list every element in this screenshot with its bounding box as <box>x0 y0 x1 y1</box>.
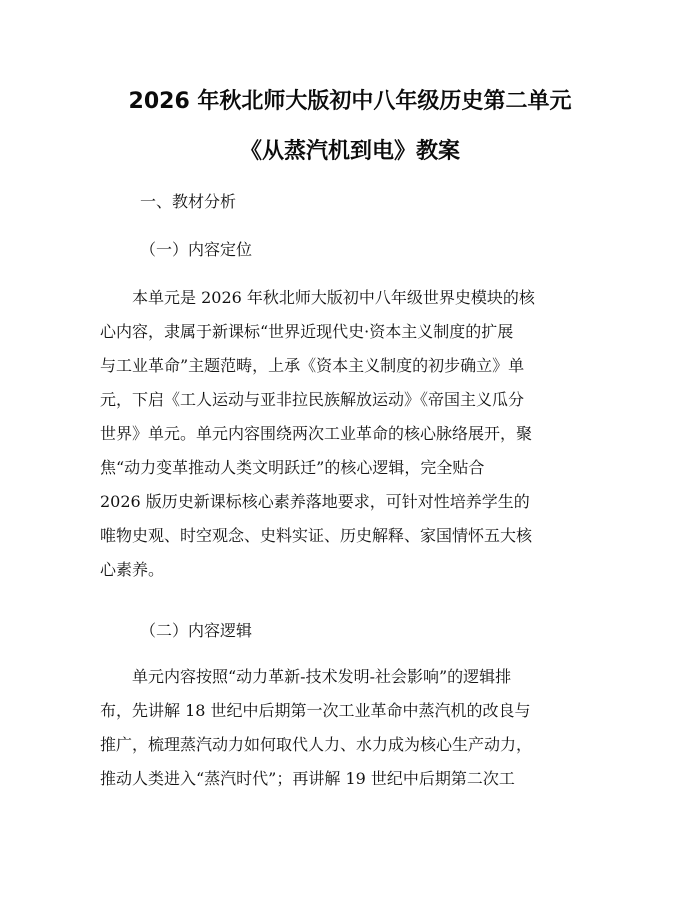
section-heading-textbook-analysis: 一、教材分析 <box>140 192 237 211</box>
paragraph-line: 本单元是 2026 年秋北师大版初中八年级世界史模块的核 <box>100 288 535 307</box>
paragraph-line: 单元内容按照“动力革新-技术发明-社会影响”的逻辑排 <box>100 667 512 686</box>
document-title-line-2: 《从蒸汽机到电》教案 <box>239 139 460 164</box>
paragraph-content-positioning <box>100 281 600 587</box>
paragraph-line: 元，下启《工人运动与亚非拉民族解放运动》《帝国主义瓜分 <box>100 390 525 409</box>
paragraph-line: 推广，梳理蒸汽动力如何取代人力、水力成为核心生产动力， <box>100 735 533 754</box>
paragraph-line: 布，先讲解 18 世纪中后期第一次工业革命中蒸汽机的改良与 <box>100 701 531 720</box>
document-title-line-1: 2026 年秋北师大版初中八年级历史第二单元 <box>128 89 572 114</box>
subsection-heading-content-logic: （二）内容逻辑 <box>140 621 253 640</box>
paragraph-line: 与工业革命”主题范畴，上承《资本主义制度的初步确立》单 <box>100 356 525 375</box>
paragraph-line: 心素养。 <box>100 560 165 579</box>
subsection-heading-content-positioning: （一）内容定位 <box>140 240 253 259</box>
paragraph-content-logic <box>100 660 600 796</box>
paragraph-line: 推动人类进入“蒸汽时代”；再讲解 19 世纪中后期第二次工 <box>100 769 515 788</box>
paragraph-line: 世界》单元。单元内容围绕两次工业革命的核心脉络展开，聚 <box>100 424 533 443</box>
paragraph-line: 焦“动力变革推动人类文明跃迁”的核心逻辑，完全贴合 <box>100 458 485 477</box>
paragraph-line: 2026 版历史新课标核心素养落地要求，可针对性培养学生的 <box>100 492 530 511</box>
paragraph-line: 唯物史观、时空观念、史料实证、历史解释、家国情怀五大核 <box>100 526 533 545</box>
paragraph-line: 心内容，隶属于新课标“世界近现代史·资本主义制度的扩展 <box>100 322 514 341</box>
